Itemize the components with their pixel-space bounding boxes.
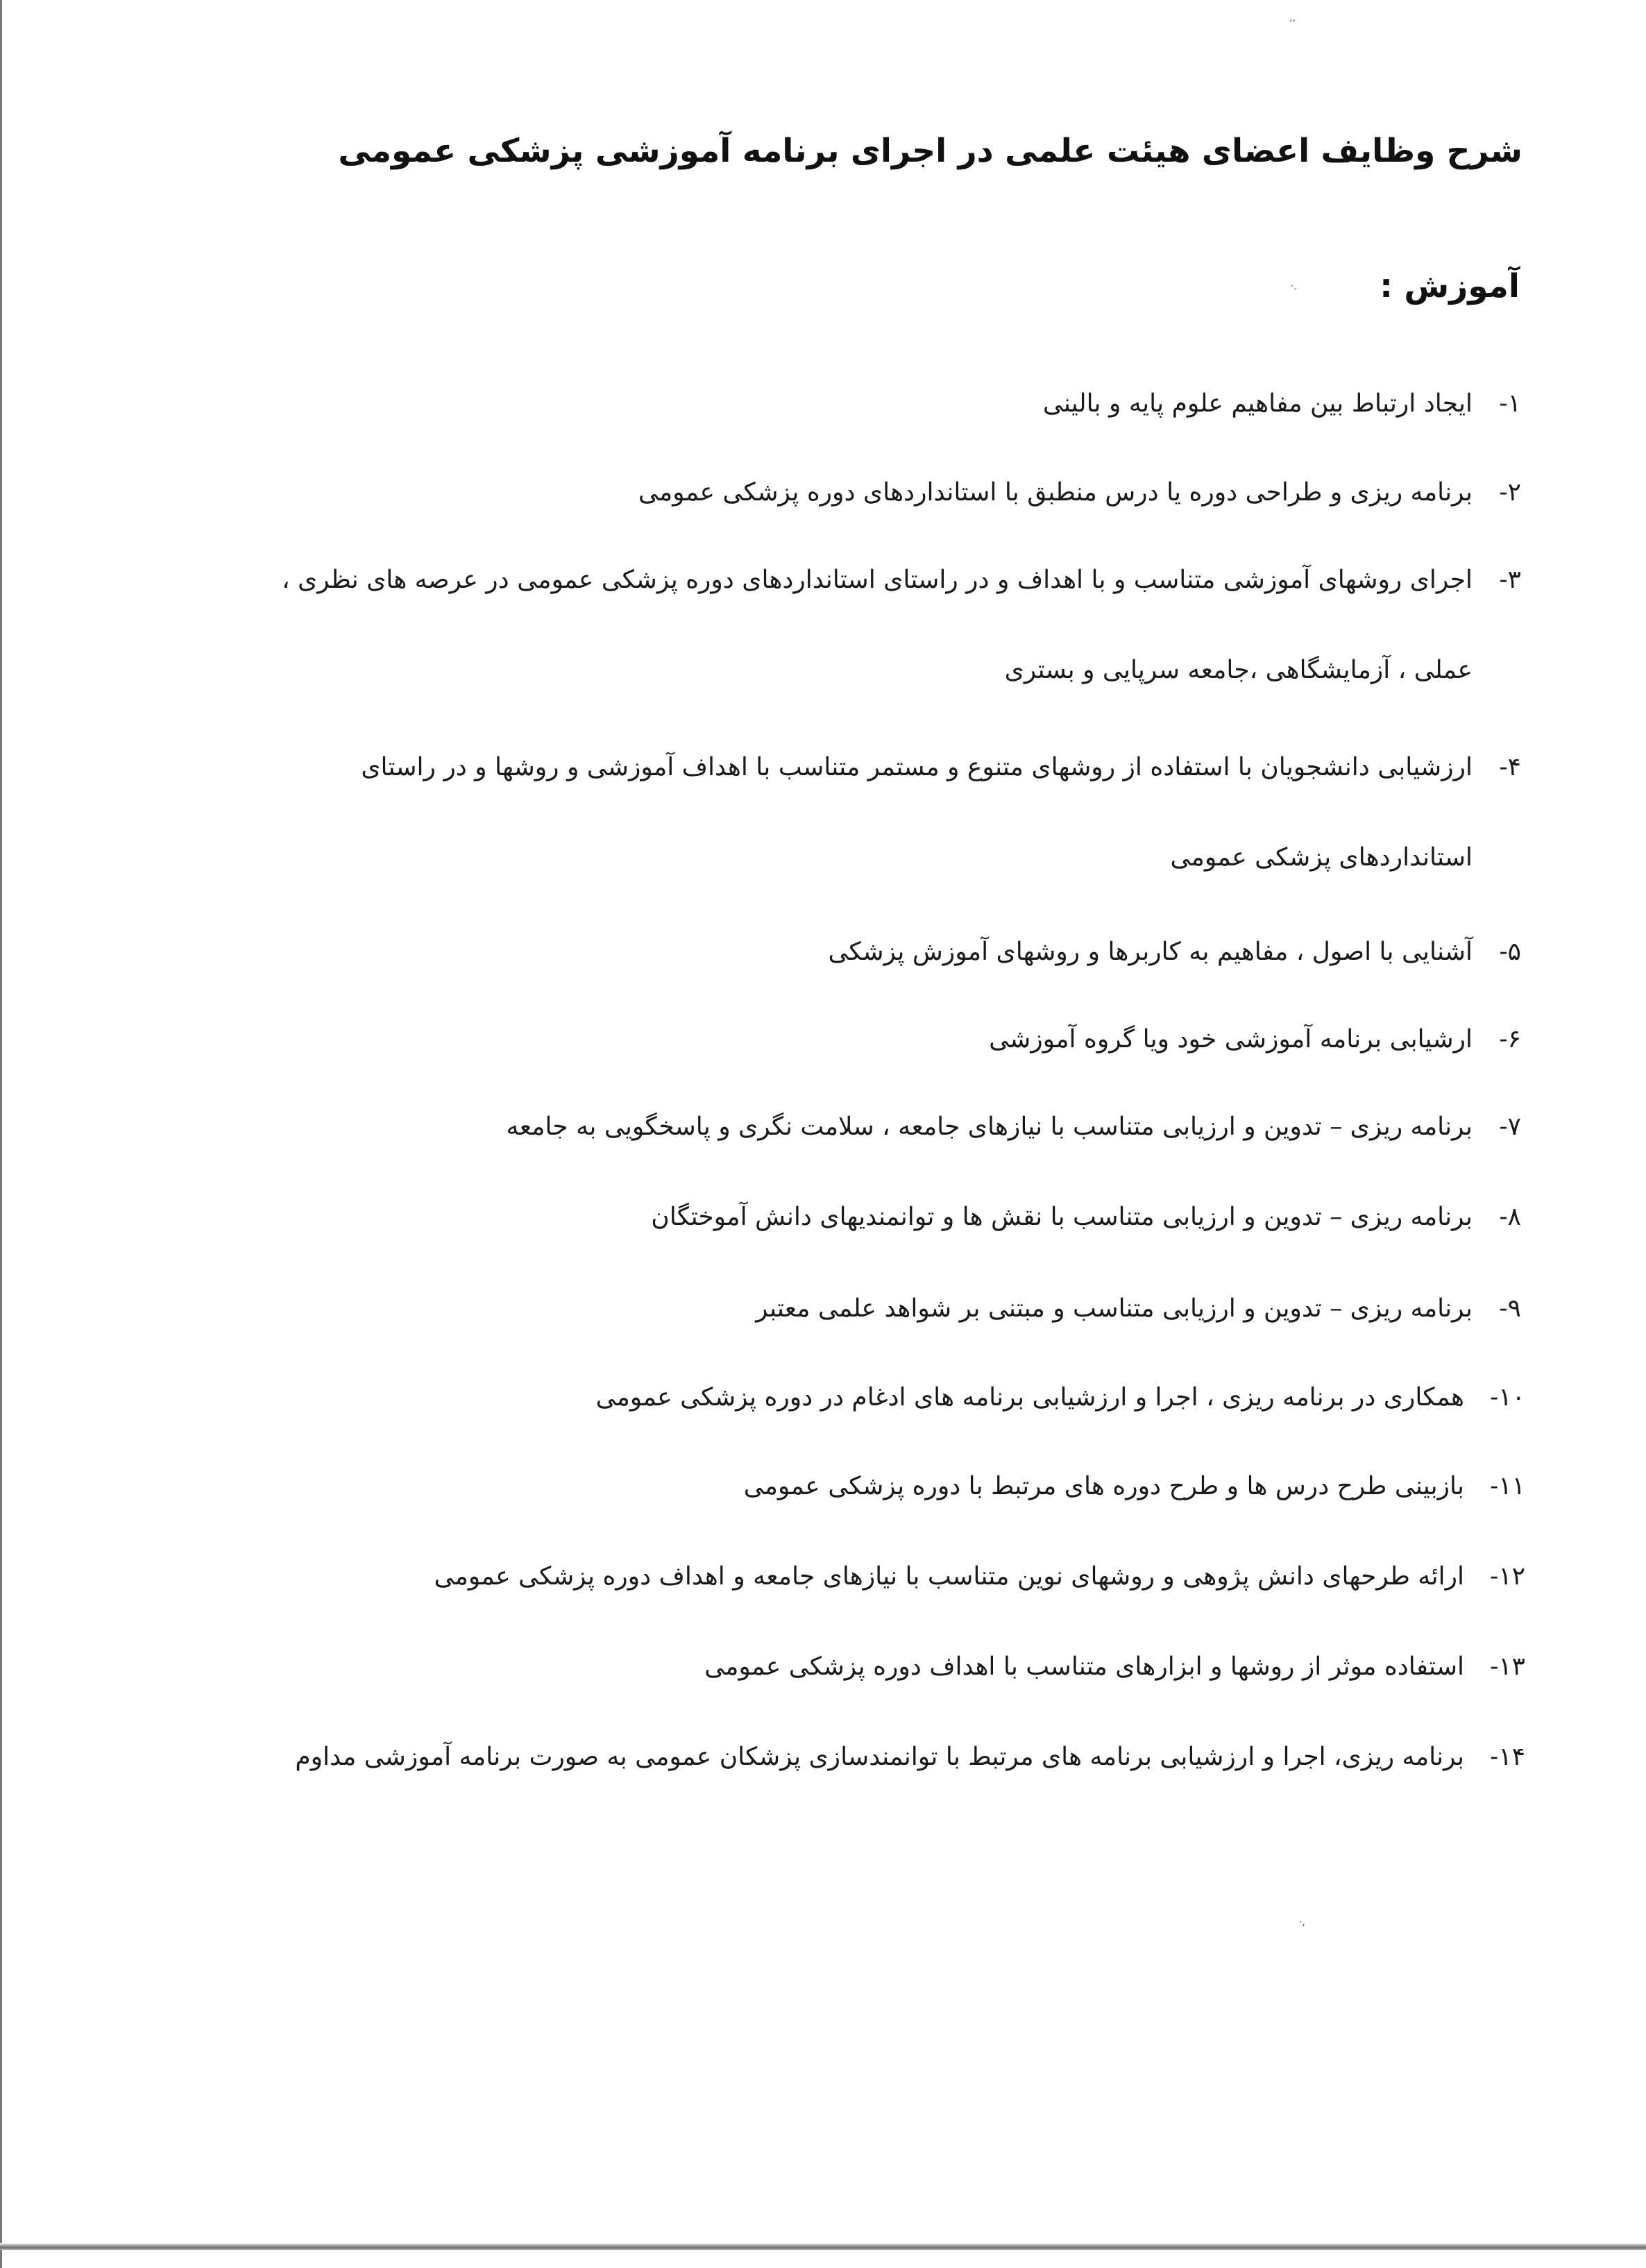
duty-text: ارشیابی برنامه آموزشی خود ویا گروه آموزشی [989, 1025, 1473, 1053]
duty-text: ارائه طرحهای دانش پژوهی و روشهای نوین متناسب با نیازهای جامعه و اهداف دوره پزشکی عمومی [434, 1562, 1464, 1591]
duty-item-13 [35, 1650, 1525, 1684]
scan-speck: ,, [1289, 12, 1296, 24]
duty-text: برنامه ریزی و طراحی دوره یا درس منطبق با استانداردهای دوره پزشکی عمومی [638, 478, 1473, 507]
duty-text-line-1: اجرای روشهای آموزشی متناسب و با اهداف و در راستای استانداردهای دوره پزشکی عمومی در عرصه های نظری ، [281, 566, 1473, 594]
duty-text-line-2: عملی ، آزمایشگاهی ،جامعه سرپایی و بستری [1004, 656, 1473, 684]
duty-text: همکاری در برنامه ریزی ، اجرا و ارزشیابی برنامه های ادغام در دوره پزشکی عمومی [595, 1383, 1464, 1412]
duty-number: ۱۱- [1490, 1472, 1525, 1500]
scan-speck: ·. [1291, 281, 1297, 292]
duty-number: ۲- [1499, 478, 1521, 507]
duty-item-9 [43, 1292, 1521, 1326]
duty-number: ۹- [1499, 1294, 1521, 1323]
section-heading-education: آموزش : [1380, 267, 1520, 305]
duty-item-12 [35, 1560, 1525, 1593]
duty-text: بازبینی طرح درس ها و طرح دوره های مرتبط با دوره پزشکی عمومی [743, 1472, 1464, 1500]
duty-text: برنامه ریزی – تدوین و ارزیابی متناسب با نقش ها و توانمندیهای دانش آموختگان [651, 1203, 1473, 1231]
duty-item-5 [43, 936, 1521, 969]
duty-number: ۱- [1499, 389, 1521, 418]
duty-text: آشنایی با اصول ، مفاهیم به کاربرها و روشهای آموزش پزشکی [828, 938, 1473, 966]
duty-number: ۱۲- [1490, 1562, 1525, 1591]
duty-item-10 [35, 1381, 1525, 1414]
duty-text-line-1: ارزشیابی دانشجویان با استفاده از روشهای متنوع و مستمر متناسب با اهداف آموزشی و روشها و در راستای [361, 753, 1473, 781]
duty-number: ۶- [1499, 1025, 1521, 1053]
duty-text: برنامه ریزی – تدوین و ارزیابی متناسب با نیازهای جامعه ، سلامت نگری و پاسخگویی به جامعه [506, 1112, 1473, 1141]
duty-item-11 [35, 1470, 1525, 1503]
duty-number: ۷- [1499, 1112, 1521, 1141]
duty-text: استفاده موثر از روشها و ابزارهای متناسب با اهداف دوره پزشکی عمومی [704, 1652, 1464, 1681]
duty-text: برنامه ریزی، اجرا و ارزشیابی برنامه های مرتبط با توانمندسازی پزشکان عمومی به صورت برنامه آموزشی مداوم [295, 1743, 1464, 1771]
duty-number: ۵- [1499, 938, 1521, 966]
scan-edge-left [0, 0, 2, 2268]
duty-number: ۸- [1499, 1203, 1521, 1231]
duty-item-3 [43, 564, 1521, 687]
duty-item-4 [43, 751, 1521, 874]
duty-text-line-2: استانداردهای پزشکی عمومی [1170, 843, 1473, 872]
duty-item-7 [43, 1110, 1521, 1144]
duty-item-14 [35, 1741, 1525, 1774]
duty-text: ایجاد ارتباط بین مفاهیم علوم پایه و بالینی [1042, 389, 1473, 418]
duty-number: ۱۳- [1490, 1652, 1525, 1681]
scan-edge-bottom [0, 2243, 1646, 2250]
duty-number: ۱۴- [1490, 1743, 1525, 1771]
page-title: شرح وظایف اعضای هیئت علمی در اجرای برنامه آموزشی پزشکی عمومی [338, 132, 1522, 170]
duty-text: برنامه ریزی – تدوین و ارزیابی متناسب و مبتنی بر شواهد علمی معتبر [756, 1294, 1473, 1323]
duty-number: ۱۰- [1490, 1383, 1525, 1412]
duty-item-6 [43, 1023, 1521, 1056]
duty-number: ۳- [1499, 566, 1521, 594]
duty-item-8 [43, 1201, 1521, 1234]
duty-item-1 [43, 387, 1521, 421]
duty-item-2 [43, 476, 1521, 509]
duty-number: ۴- [1499, 753, 1521, 781]
scan-speck: ·, [1299, 1917, 1305, 1928]
